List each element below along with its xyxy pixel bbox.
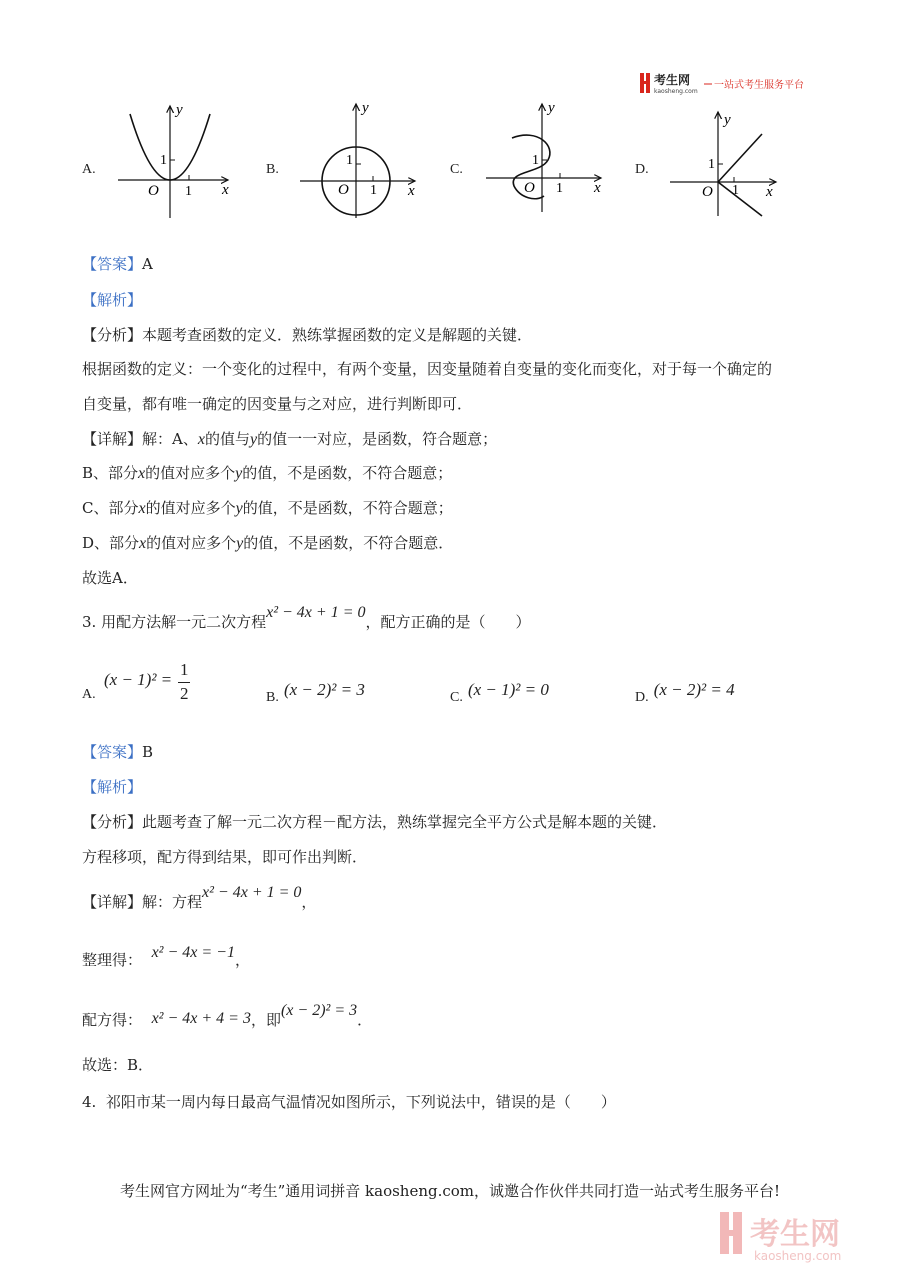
graph-c-origin: O [524, 180, 535, 196]
logo-domain: kaosheng.com [654, 88, 698, 95]
q3-option-d: D. (x − 2)² = 4 [635, 680, 735, 705]
graph-c-x-label: x [594, 180, 601, 196]
graph-c-x-one: 1 [556, 181, 563, 196]
graph-d-x-one: 1 [732, 183, 739, 198]
graph-c-s-curve [478, 98, 608, 216]
graph-a-parabola [110, 100, 240, 220]
q2-detail-d: D、部分x的值对应多个y的值，不是函数，不符合题意． [82, 534, 454, 552]
q3-step-1: 整理得： x² − 4x = −1， [82, 944, 250, 969]
q3-number: 3. [82, 613, 97, 631]
q2-option-d-label: D. [635, 162, 649, 177]
q3-fenxi-line-2: 方程移项，配方得到结果，即可作出判断． [82, 848, 368, 866]
q2-analysis-tag: 【解析】 [82, 291, 143, 309]
q3-option-a: A. (x − 1)² = 1 2 [82, 660, 189, 703]
q2-answer: A [142, 255, 153, 273]
q3-stem-equation: x² − 4x + 1 = 0 [266, 604, 366, 621]
graph-b-y-one: 1 [346, 153, 353, 168]
q2-detail-b: B、部分x的值对应多个y的值，不是函数，不符合题意； [82, 464, 453, 482]
q2-definition-line-2: 自变量，都有唯一确定的因变量与之对应，进行判断即可． [82, 395, 473, 413]
q2-fenxi-tag: 【分析】 [82, 326, 143, 344]
graph-c-y-one: 1 [532, 153, 539, 168]
graph-b-origin: O [338, 182, 349, 198]
q2-definition-line-1: 根据函数的定义：一个变化的过程中，有两个变量，因变量随着自变量的变化而变化，对于每一个确定的 [82, 360, 773, 378]
q3-answer-line [82, 742, 153, 762]
graph-a-origin: O [148, 183, 159, 199]
graph-d-v-shape [662, 106, 782, 218]
logo-name: 考生网 [654, 73, 691, 87]
q3-option-b: B. (x − 2)² = 3 [266, 680, 365, 705]
q2-fenxi-text: 本题考查函数的定义．熟练掌握函数的定义是解题的关键． [142, 326, 533, 344]
graph-b-y-label: y [362, 100, 369, 116]
q2-option-b-label: B. [266, 162, 279, 177]
graph-b-x-one: 1 [370, 183, 377, 198]
q4-stem: 4. 祁阳市某一周内每日最高气温情况如图所示，下列说法中，错误的是（ ） [82, 1093, 616, 1111]
graph-d-origin: O [702, 184, 713, 200]
graph-b-x-label: x [408, 183, 415, 199]
graph-a-y-label: y [176, 102, 183, 118]
q2-option-a-label: A. [82, 162, 96, 177]
watermark-cn: 考生网 [750, 1217, 840, 1252]
q2-option-c-label: C. [450, 162, 463, 177]
q3-choose: 故选：B． [82, 1056, 154, 1074]
q3-option-c: C. (x − 1)² = 0 [450, 680, 549, 705]
q3-fenxi-line: 【分析】此题考查了解一元二次方程－配方法，熟练掌握完全平方公式是解本题的关键． [82, 813, 668, 831]
graph-a-x-one: 1 [185, 184, 192, 199]
watermark-logo [720, 1206, 890, 1264]
q2-detail-c: C、部分x的值对应多个y的值，不是函数，不符合题意； [82, 499, 453, 517]
q2-answer-line [82, 254, 153, 274]
graph-c-y-label: y [548, 100, 555, 116]
q3-answer: B [142, 743, 154, 761]
q2-choose: 故选A． [82, 569, 138, 587]
q4-number: 4. [82, 1093, 97, 1111]
graph-a-x-label: x [222, 182, 229, 198]
q3-analysis-tag: 【解析】 [82, 778, 143, 796]
q2-detail-tag: 【详解】 [82, 430, 143, 448]
graph-b-circle [292, 98, 422, 220]
header-logo [640, 70, 810, 96]
q2-detail-a: 【详解】解：A、x的值与y的值一一对应，是函数，符合题意； [82, 430, 498, 448]
graph-a-y-one: 1 [160, 153, 167, 168]
q2-fenxi-line [82, 325, 532, 345]
q3-detail-line: 【详解】解：方程x² − 4x + 1 = 0， [82, 884, 317, 911]
graph-d-y-label: y [724, 112, 731, 128]
graph-d-x-label: x [766, 184, 773, 200]
q3-stem: 3. 用配方法解一元二次方程x² − 4x + 1 = 0，配方正确的是（ ） [82, 604, 531, 631]
watermark-en: kaosheng.com [754, 1249, 842, 1263]
logo-slogan: 一站式考生服务平台 [714, 80, 804, 91]
q2-answer-tag: 【答案】 [82, 255, 143, 273]
footer-text: 考生网官方网址为“考生”通用词拼音 kaosheng.com，诚邀合作伙伴共同打造一站式考生服务平台! [119, 1182, 781, 1200]
q3-answer-tag: 【答案】 [82, 743, 143, 761]
q3-step-2: 配方得： x² − 4x + 4 = 3，即(x − 2)² = 3． [82, 1002, 373, 1029]
graph-d-y-one: 1 [708, 157, 715, 172]
